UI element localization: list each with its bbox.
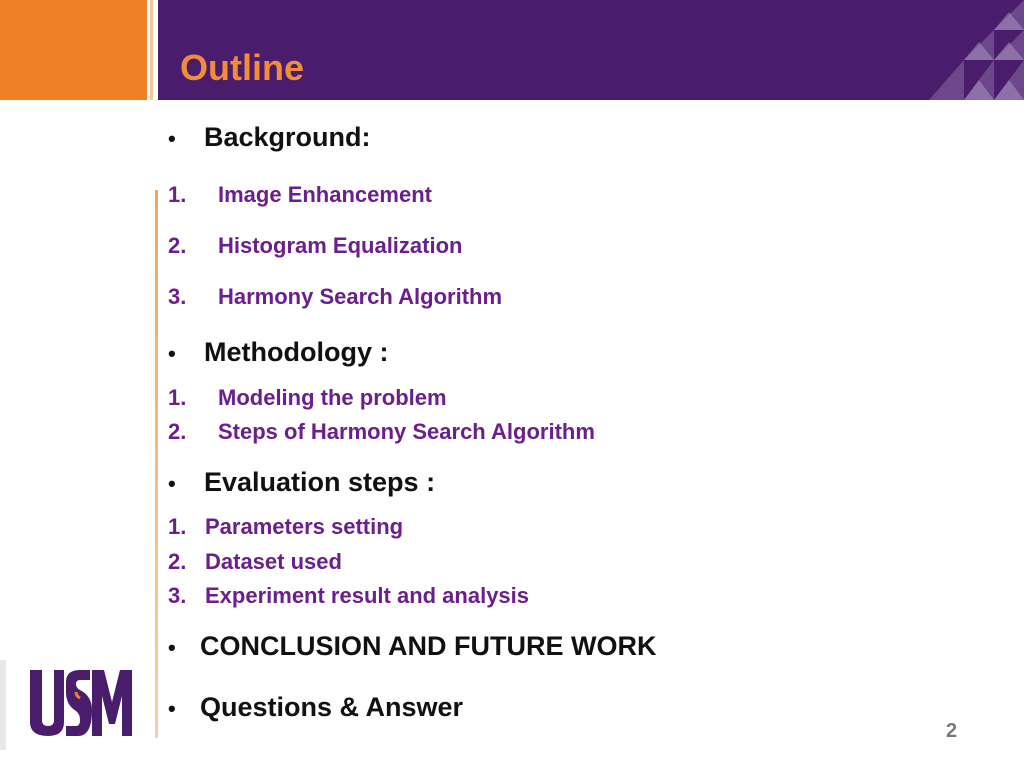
- section-heading-conclusion: • CONCLUSION AND FUTURE WORK: [168, 631, 657, 661]
- bullet-icon: •: [168, 635, 176, 660]
- list-item: 2. Dataset used: [168, 549, 342, 574]
- bullet-icon: •: [168, 126, 176, 151]
- list-item: 3. Experiment result and analysis: [168, 583, 530, 608]
- header-orange-block: [0, 0, 147, 100]
- content-left-rule: [155, 190, 158, 738]
- section-heading-questions: • Questions & Answer: [168, 692, 464, 722]
- list-item: 1. Parameters setting: [168, 514, 404, 539]
- slide-title: Outline: [180, 47, 304, 88]
- usm-logo: [28, 668, 132, 738]
- header-divider: [150, 0, 153, 100]
- section-heading-methodology: • Methodology :: [168, 337, 389, 367]
- list-item: 2. Steps of Harmony Search Algorithm: [168, 419, 595, 444]
- bullet-icon: •: [168, 471, 176, 496]
- triangle-pattern-decoration: [884, 0, 1024, 100]
- section-heading-evaluation: • Evaluation steps :: [168, 467, 436, 497]
- section-heading-background: • Background:: [168, 122, 371, 152]
- page-number: 2: [946, 720, 958, 742]
- footer-left-edge: [0, 660, 6, 750]
- list-item: 1. Modeling the problem: [168, 385, 447, 410]
- list-item: 3. Harmony Search Algorithm: [168, 284, 503, 309]
- list-item: 2. Histogram Equalization: [168, 233, 463, 258]
- bullet-icon: •: [168, 696, 176, 721]
- bullet-icon: •: [168, 341, 176, 366]
- list-item: 1. Image Enhancement: [168, 182, 432, 207]
